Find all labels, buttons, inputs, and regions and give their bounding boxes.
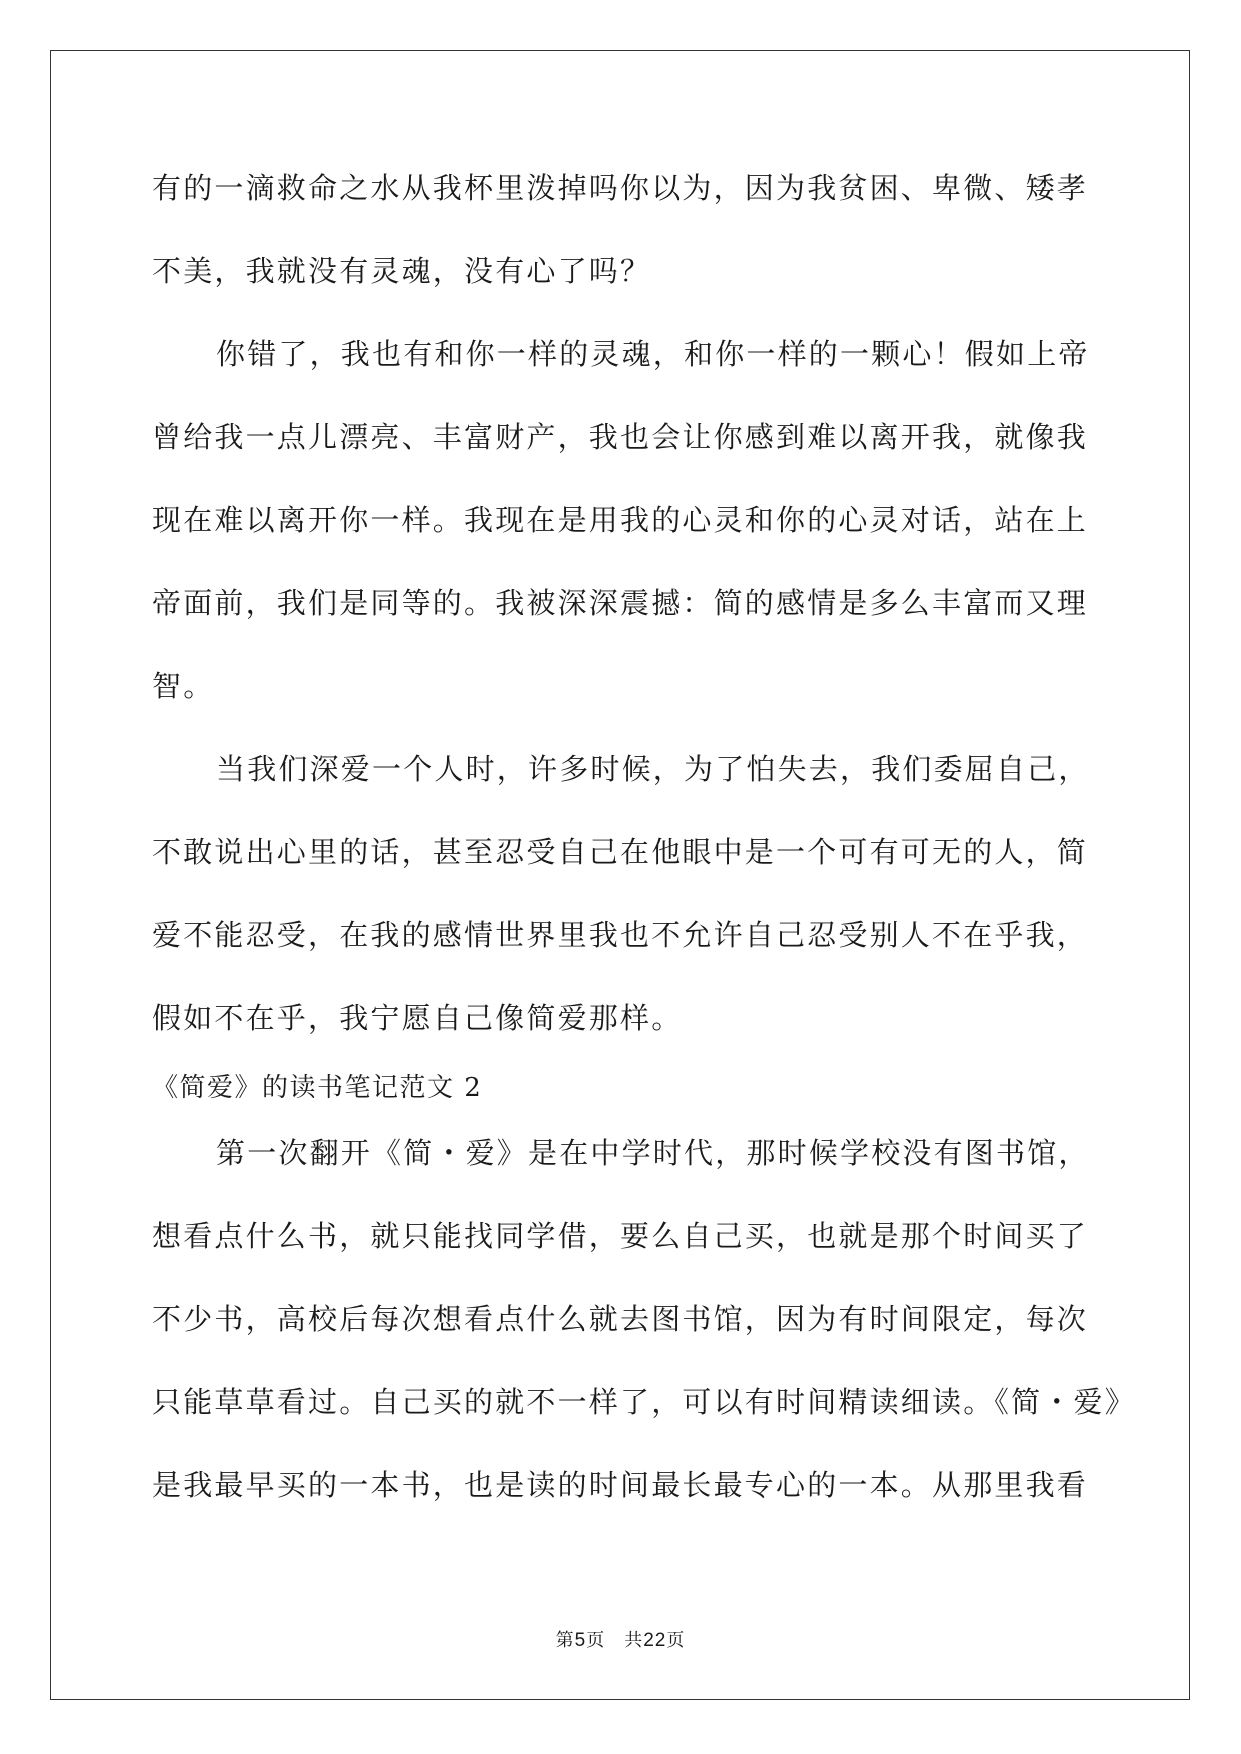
body-line: 假如不在乎，我宁愿自己像简爱那样。 [152,1001,683,1035]
body-line: 爱不能忍受，在我的感情世界里我也不允许自己忍受别人不在乎我， [152,918,1089,952]
footer-suffix: 页 [666,1630,686,1651]
page-footer [0,1626,1241,1652]
body-line: 不敢说出心里的话，甚至忍受自己在他眼中是一个可有可无的人，简 [152,835,1089,869]
body-line: 现在难以离开你一样。我现在是用我的心灵和你的心灵对话，站在上 [152,503,1089,537]
body-line: 不美，我就没有灵魂，没有心了吗？ [152,254,652,288]
body-line: 不少书，高校后每次想看点什么就去图书馆，因为有时间限定，每次 [152,1302,1089,1336]
body-line: 帝面前，我们是同等的。我被深深震撼：简的感情是多么丰富而又理 [152,586,1089,620]
current-page-number: 5 [574,1630,587,1651]
body-line: 只能草草看过。自己买的就不一样了，可以有时间精读细读。《简・爱》 [152,1385,1136,1419]
footer-prefix: 第 [555,1630,575,1651]
body-line: 是我最早买的一本书，也是读的时间最长最专心的一本。从那里我看 [152,1468,1089,1502]
body-line: 曾给我一点儿漂亮、丰富财产，我也会让你感到难以离开我，就像我 [152,420,1089,454]
body-line: 想看点什么书，就只能找同学借，要么自己买，也就是那个时间买了 [152,1219,1089,1253]
footer-middle: 页 共 [586,1630,644,1651]
body-line: 有的一滴救命之水从我杯里泼掉吗你以为，因为我贫困、卑微、矮孝 [152,171,1089,205]
body-line: 智。 [152,669,215,703]
paragraph-start-line: 当我们深爱一个人时，许多时候，为了怕失去，我们委屈自己， [216,752,1090,786]
paragraph-start-line: 你错了，我也有和你一样的灵魂，和你一样的一颗心！假如上帝 [216,337,1090,371]
paragraph-start-line: 第一次翻开《简・爱》是在中学时代，那时候学校没有图书馆， [216,1136,1090,1170]
total-page-number: 22 [643,1630,667,1651]
document-body [152,160,1136,1540]
section-heading: 《简爱》的读书笔记范文 2 [152,1073,483,1103]
